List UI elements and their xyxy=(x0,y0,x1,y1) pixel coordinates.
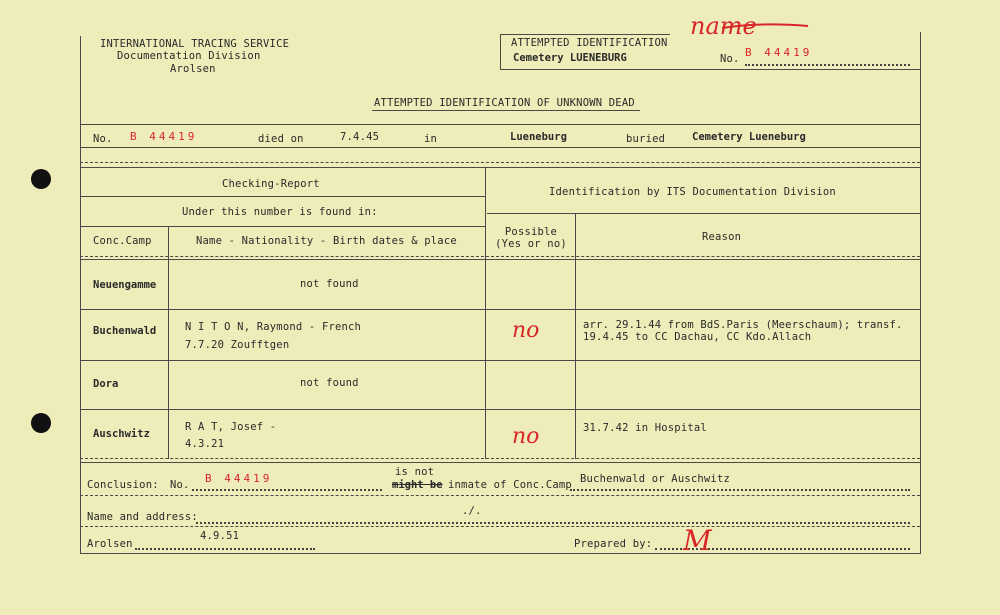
punch-hole-top xyxy=(31,169,51,189)
row2-name-line2: 7.7.20 Zoufftgen xyxy=(185,339,290,351)
org-name: INTERNATIONAL TRACING SERVICE xyxy=(100,38,290,50)
conclusion-label: Conclusion: xyxy=(87,479,159,491)
row2-reason-line2: 19.4.45 to CC Dachau, CC Kdo.Allach xyxy=(583,331,812,343)
org-location: Arolsen xyxy=(170,63,216,75)
row2-camp: Buchenwald xyxy=(93,325,157,337)
prepared-by-signature: M xyxy=(683,524,712,557)
row1-camp: Neuengamme xyxy=(93,279,157,291)
col-camp-header: Conc.Camp xyxy=(93,235,152,247)
buried-label: buried xyxy=(626,133,666,145)
col-possible-subheader: (Yes or no) xyxy=(495,238,567,250)
cemetery-label: Cemetery LUENEBURG xyxy=(513,52,627,64)
prepared-by-label: Prepared by: xyxy=(574,538,653,550)
col-possible-header: Possible xyxy=(504,226,558,238)
conclusion-camp-value: Buchenwald or Auschwitz xyxy=(580,473,730,485)
conclusion-might-be: might be xyxy=(392,479,443,491)
in-label: in xyxy=(424,133,438,145)
name-address-label: Name and address: xyxy=(87,511,198,523)
identification-header: Identification by ITS Documentation Division xyxy=(549,186,836,198)
under-number-header: Under this number is found in: xyxy=(182,206,378,218)
date-value: 4.9.51 xyxy=(200,530,240,542)
handwritten-name-mark: name xyxy=(690,12,757,40)
burial-place: Cemetery Lueneburg xyxy=(692,131,806,143)
conclusion-is-not: is not xyxy=(395,466,435,478)
row4-name-line2: 4.3.21 xyxy=(185,438,225,450)
row4-camp: Auschwitz xyxy=(93,428,150,440)
header-no-value: B 44419 xyxy=(745,46,813,59)
row4-name-line1: R A T, Josef - xyxy=(185,421,277,433)
conclusion-no-value: B 44419 xyxy=(205,472,273,485)
col-reason-header: Reason xyxy=(702,231,742,243)
place-of-death: Lueneburg xyxy=(510,131,567,143)
col-name-header: Name - Nationality - Birth dates & place xyxy=(196,235,457,247)
record-no-label: No. xyxy=(93,133,113,145)
row3-camp: Dora xyxy=(93,378,119,390)
checking-report-header: Checking-Report xyxy=(222,178,320,190)
row2-possible: no xyxy=(512,318,540,343)
died-on-value: 7.4.45 xyxy=(340,131,380,143)
name-address-value: ./. xyxy=(462,505,482,517)
handwritten-underline xyxy=(720,14,810,34)
org-division: Documentation Division xyxy=(117,50,261,62)
row1-name: not found xyxy=(300,278,359,290)
row2-name-line1: N I T O N, Raymond - French xyxy=(185,321,362,333)
record-no-value: B 44419 xyxy=(130,130,198,143)
row2-reason-line1: arr. 29.1.44 from BdS.Paris (Meerschaum); transf. xyxy=(583,319,903,331)
document-title: ATTEMPTED IDENTIFICATION OF UNKNOWN DEAD xyxy=(374,97,635,109)
header-no-label: No. xyxy=(720,53,740,65)
conclusion-inmate-text: inmate of Conc.Camp xyxy=(448,479,572,491)
conclusion-no-label: No. xyxy=(170,479,190,491)
punch-hole-bottom xyxy=(31,413,51,433)
row4-possible: no xyxy=(512,424,540,449)
row4-reason-line1: 31.7.42 in Hospital xyxy=(583,422,707,434)
row3-name: not found xyxy=(300,377,359,389)
attempted-identification-label: ATTEMPTED IDENTIFICATION xyxy=(511,37,668,49)
died-on-label: died on xyxy=(258,133,304,145)
arolsen-label: Arolsen xyxy=(87,538,133,550)
